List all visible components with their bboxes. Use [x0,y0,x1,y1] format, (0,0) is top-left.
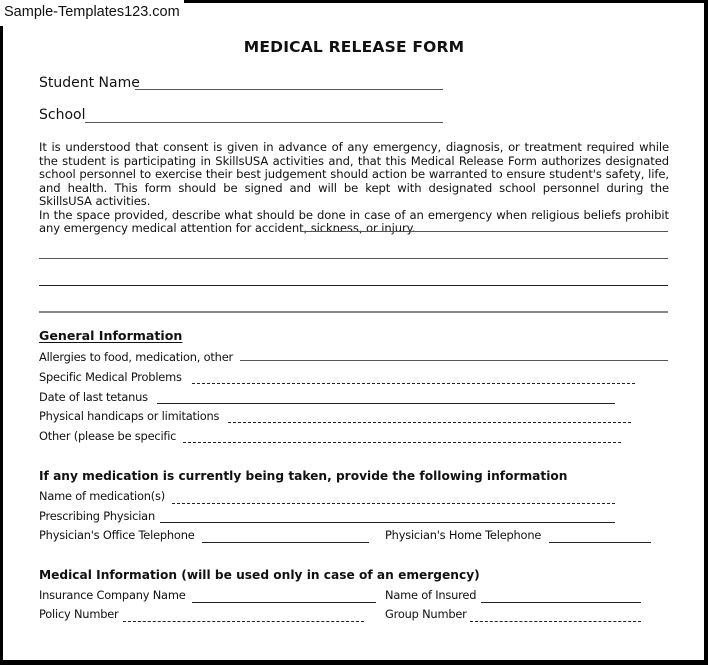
name-of-insured-field[interactable] [481,602,641,603]
medication-heading: If any medication is currently being taken, provide the following information [39,469,568,483]
tetanus-field[interactable] [157,403,615,404]
office-telephone-field[interactable] [202,542,369,543]
medical-problems-field[interactable] [192,383,635,384]
consent-paragraph [39,141,669,236]
office-telephone-label: Physician's Office Telephone [39,528,195,542]
home-telephone-field[interactable] [549,542,651,543]
student-name-field[interactable] [135,89,443,90]
religious-instruction: In the space provided, describe what should be done in case of an emergency when religious beliefs prohibit any emergency medical attention for accident, sickness, or injury. [39,207,669,235]
form-title: MEDICAL RELEASE FORM [243,38,465,56]
watermark: Sample-Templates123.com [0,0,184,26]
other-field[interactable] [183,442,621,443]
policy-number-field[interactable] [123,621,364,622]
religious-response-line-4[interactable] [39,311,668,313]
prescribing-physician-label: Prescribing Physician [39,509,155,523]
group-number-field[interactable] [470,621,641,622]
allergies-field[interactable] [240,360,668,361]
name-of-insured-label: Name of Insured [385,588,477,602]
insurance-company-field[interactable] [192,602,376,603]
group-number-label: Group Number [385,607,467,621]
religious-response-line-1[interactable] [300,231,668,232]
consent-text: It is understood that consent is given in advance of any emergency, diagnosis, or treatment required while the student is participating in SkillsUSA activities and, that this Medical Release Form authorizes designated school personnel to exercise their best judgement should action be warranted to ensure student's safety, life, and health. This form should be signed and will be kept with designated school personnel during the SkillsUSA activities. [39,140,669,208]
religious-response-line-3[interactable] [39,285,668,286]
school-label: School [39,107,86,123]
general-information-heading: General Information [39,328,183,343]
medical-problems-label: Specific Medical Problems [39,370,182,384]
tetanus-label: Date of last tetanus [39,390,148,404]
policy-number-label: Policy Number [39,607,119,621]
handicaps-label: Physical handicaps or limitations [39,409,220,423]
handicaps-field[interactable] [228,422,631,423]
prescribing-physician-field[interactable] [160,522,615,523]
medication-name-label: Name of medication(s) [39,489,166,503]
medication-name-field[interactable] [172,503,615,504]
other-label: Other (please be specific [39,429,177,443]
home-telephone-label: Physician's Home Telephone [385,528,542,542]
religious-response-line-2[interactable] [39,258,668,259]
student-name-label: Student Name [39,75,140,91]
insurance-company-label: Insurance Company Name [39,588,186,602]
school-field[interactable] [85,122,443,123]
medical-information-heading: Medical Information (will be used only in case of an emergency) [39,568,480,582]
allergies-label: Allergies to food, medication, other [39,350,233,364]
